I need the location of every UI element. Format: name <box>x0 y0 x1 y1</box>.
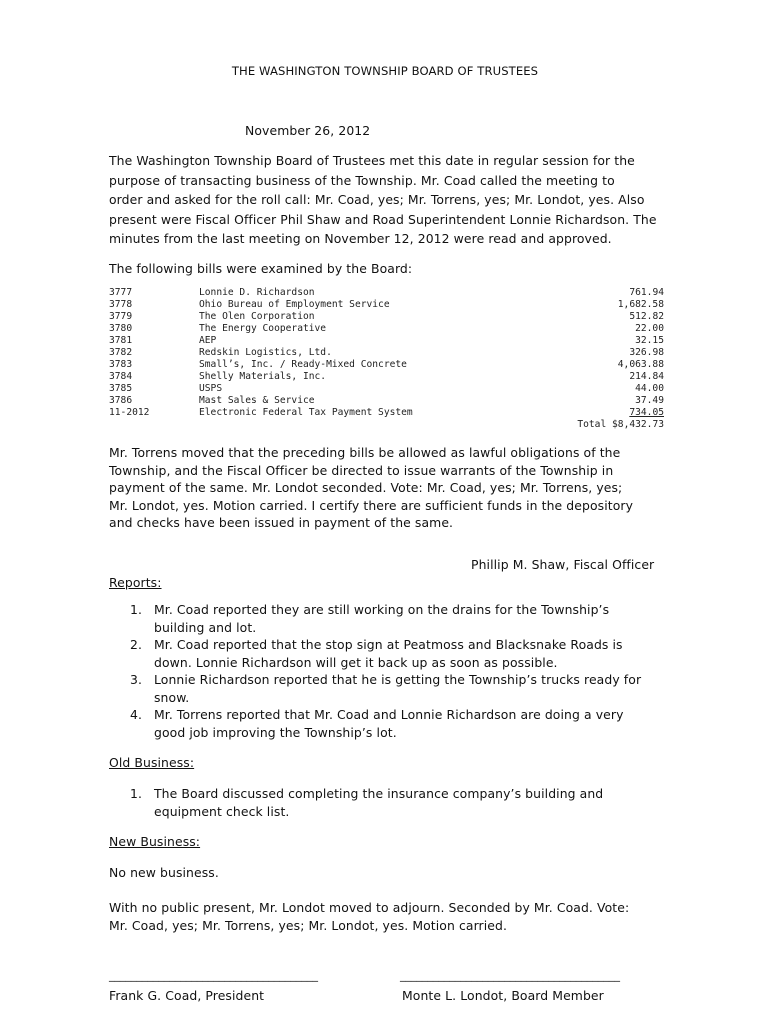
list-text: good job improving the Township’s lot. <box>154 724 397 740</box>
bill-amount: 32.15 <box>635 335 664 346</box>
fiscal-officer-signature: Phillip M. Shaw, Fiscal Officer <box>471 557 655 572</box>
bills-total-row <box>109 419 664 431</box>
bill-amount: 44.00 <box>635 383 664 394</box>
bill-row <box>109 287 664 299</box>
adjourn-line: With no public present, Mr. Londot moved to adjourn. Seconded by Mr. Coad. Vote: <box>109 900 630 915</box>
bill-payee: Ohio Bureau of Employment Service <box>199 299 390 310</box>
bill-amount: 214.84 <box>629 371 664 382</box>
intro-line: order and asked for the roll call: Mr. Coad, yes; Mr. Torrens, yes; Mr. Londot, yes. Also <box>109 192 645 207</box>
bill-row <box>109 371 664 383</box>
intro-line: purpose of transacting business of the Township. Mr. Coad called the meeting to <box>109 172 615 188</box>
list-text: Mr. Coad reported that the stop sign at Peatmoss and Blacksnake Roads is <box>154 637 623 652</box>
board-member-name: Monte L. Londot, Board Member <box>402 988 604 1003</box>
bill-payee: Redskin Logistics, Ltd. <box>199 347 332 358</box>
list-text: Mr. Torrens reported that Mr. Coad and Lonnie Richardson are doing a very <box>154 707 624 722</box>
adjourn-paragraph <box>109 899 694 934</box>
list-text: The Board discussed completing the insurance company’s building and <box>154 786 604 801</box>
motion-line: Mr. Londot, yes. Motion carried. I certify there are sufficient funds in the depository <box>109 497 634 513</box>
bill-number: 3778 <box>109 299 133 310</box>
bill-payee: Shelly Materials, Inc. <box>199 371 327 382</box>
bill-payee: The Olen Corporation <box>199 311 315 322</box>
bill-row <box>109 407 664 419</box>
motion-line: payment of the same. Mr. Londot seconded. Vote: Mr. Coad, yes; Mr. Torrens, yes; <box>109 480 623 495</box>
adjourn-line: Mr. Coad, yes; Mr. Torrens, yes; Mr. Londot, yes. Motion carried. <box>109 917 508 933</box>
bill-row <box>109 323 664 335</box>
intro-paragraph <box>109 151 694 249</box>
bill-amount: 1,682.58 <box>617 299 664 310</box>
bills-total: Total $8,432.73 <box>577 419 664 430</box>
bill-amount: 326.98 <box>629 347 664 358</box>
bill-row <box>109 335 664 347</box>
bill-number: 11-2012 <box>109 407 150 418</box>
list-text: down. Lonnie Richardson will get it back up as soon as possible. <box>154 654 558 670</box>
bill-row <box>109 383 664 395</box>
list-text: equipment check list. <box>154 803 290 819</box>
intro-line: minutes from the last meeting on November 12, 2012 were read and approved. <box>109 231 612 246</box>
list-number: 4. <box>130 707 143 722</box>
old-business-heading: Old Business: <box>109 755 195 770</box>
bill-number: 3782 <box>109 347 133 358</box>
signature-line-left: ______________________________________ <box>109 969 318 982</box>
bill-number: 3784 <box>109 371 133 382</box>
bill-row <box>109 395 664 407</box>
reports-heading: Reports: <box>109 575 162 590</box>
motion-line: and checks have been issued in payment of the same. <box>109 515 454 530</box>
list-number: 1. <box>130 602 143 617</box>
bill-number: 3777 <box>109 287 133 298</box>
motion-paragraph <box>109 444 694 532</box>
bill-amount: 4,063.88 <box>617 359 664 370</box>
bill-row <box>109 311 664 323</box>
bill-number: 3780 <box>109 323 133 334</box>
intro-line: The Washington Township Board of Trustees met this date in regular session for the <box>109 153 635 168</box>
bill-number: 3783 <box>109 359 133 370</box>
bill-amount: 512.82 <box>629 311 664 322</box>
document-title: THE WASHINGTON TOWNSHIP BOARD OF TRUSTEES <box>231 64 539 78</box>
bill-amount: 734.05 <box>629 407 664 418</box>
list-text: Lonnie Richardson reported that he is getting the Township’s trucks ready for <box>154 672 642 687</box>
bill-number: 3786 <box>109 395 133 406</box>
list-text: snow. <box>154 689 190 705</box>
bill-row <box>109 347 664 359</box>
list-number: 3. <box>130 672 143 687</box>
bill-amount: 761.94 <box>629 287 664 298</box>
bill-payee: Electronic Federal Tax Payment System <box>199 407 413 418</box>
bill-payee: Mast Sales & Service <box>199 395 315 406</box>
bill-number: 3785 <box>109 383 133 394</box>
intro-line: present were Fiscal Officer Phil Shaw and Road Superintendent Lonnie Richardson. The <box>109 211 657 227</box>
bill-payee: Small’s, Inc. / Ready-Mixed Concrete <box>199 359 407 370</box>
motion-line: Mr. Torrens moved that the preceding bills be allowed as lawful obligations of the <box>109 445 621 460</box>
bill-amount: 37.49 <box>635 395 664 406</box>
president-name: Frank G. Coad, President <box>109 988 265 1003</box>
list-number: 2. <box>130 637 143 652</box>
list-number: 1. <box>130 786 143 801</box>
bill-payee: AEP <box>199 335 217 346</box>
bill-number: 3779 <box>109 311 133 322</box>
list-text: building and lot. <box>154 619 257 635</box>
bill-payee: The Energy Cooperative <box>199 323 327 334</box>
bill-payee: USPS <box>199 383 223 394</box>
list-text: Mr. Coad reported they are still working on the drains for the Township’s <box>154 602 610 617</box>
bill-row <box>109 359 664 371</box>
bill-amount: 22.00 <box>635 323 664 334</box>
bill-number: 3781 <box>109 335 133 346</box>
signature-line-right: ________________________________________ <box>400 969 620 982</box>
new-business-heading: New Business: <box>109 834 201 849</box>
bill-row <box>109 299 664 311</box>
bills-heading: The following bills were examined by the Board: <box>109 261 413 276</box>
new-business-text: No new business. <box>109 865 219 880</box>
bill-payee: Lonnie D. Richardson <box>199 287 315 298</box>
motion-line: Township, and the Fiscal Officer be directed to issue warrants of the Township in <box>109 462 614 478</box>
meeting-date: November 26, 2012 <box>245 123 371 138</box>
